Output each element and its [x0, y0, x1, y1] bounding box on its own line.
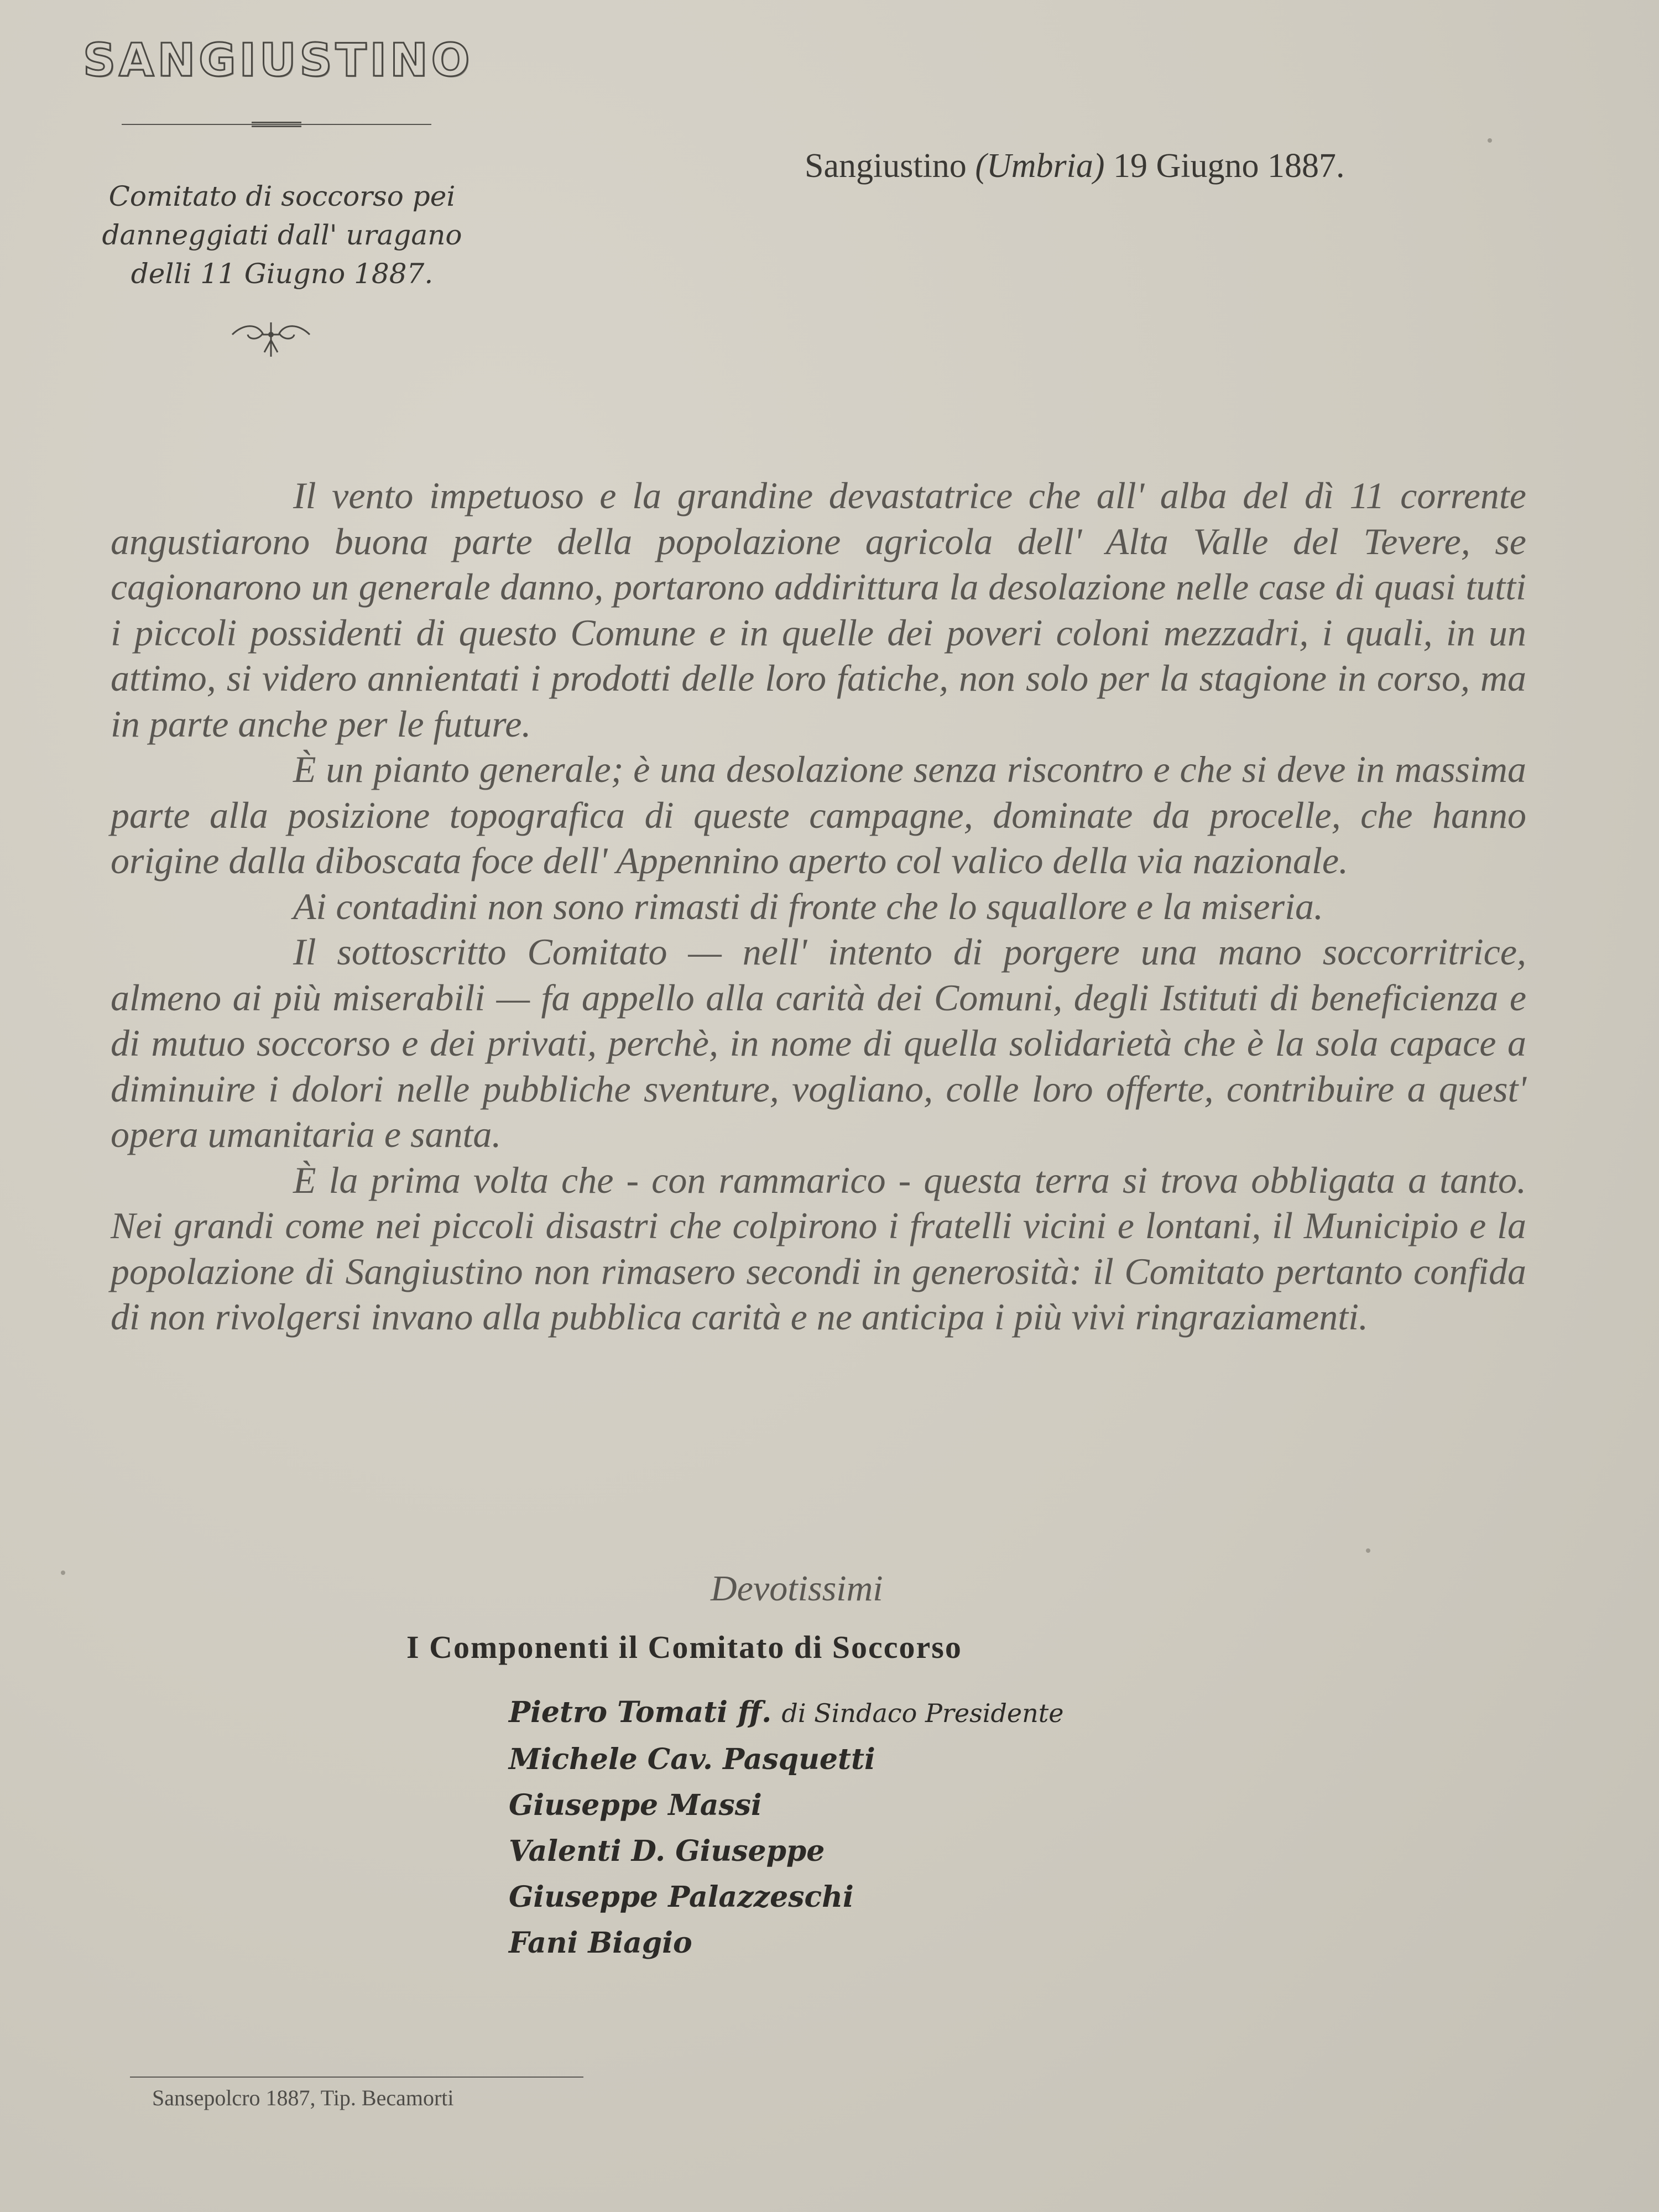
paper-speck: [61, 1571, 65, 1575]
footer-rule: [130, 2077, 583, 2078]
committee-line: delli 11 Giugno 1887.: [131, 258, 434, 290]
printer-imprint: Sansepolcro 1887, Tip. Becamorti: [152, 2085, 454, 2110]
signatory-name: Fani Biagio: [509, 1926, 692, 1960]
appeal-body: [111, 473, 1526, 1340]
signatory: [509, 1828, 1063, 1874]
letterhead: [83, 22, 473, 133]
signatory-name: Giuseppe Massi: [509, 1788, 762, 1822]
committee-line: Comitato di soccorso pei: [108, 180, 456, 212]
signatories-list: [509, 1689, 1063, 1966]
body-paragraph: È la prima volta che - con rammarico - questa terra si trova obbligata a tanto. Nei grandi come nei piccoli disastri che colpirono i fratelli vicini e lontani, il Municipio e la popolazione di Sangiustino non rimasero secondi in generosità: il Comitato pertanto confida di non rivolgersi invano alla pubblica carità e ne anticipa i più vivi ringraziamenti.: [111, 1159, 1526, 1338]
salutation: Devotissimi: [711, 1568, 883, 1609]
signatory: [509, 1736, 1063, 1782]
signatory-name: Michele Cav. Pasquetti: [509, 1743, 875, 1776]
rule-ornament: [252, 122, 301, 127]
dateline: [805, 147, 1345, 186]
body-paragraph: Ai contadini non sono rimasti di fronte che lo squallore e la miseria.: [293, 885, 1323, 927]
signatory: [509, 1782, 1063, 1828]
signatory: [509, 1874, 1063, 1920]
body-paragraph: Il vento impetuoso e la grandine devastatrice che all' alba del dì 11 corrente angustiarono buona parte della popolazione agricola dell' Alta Valle del Tevere, se cagionarono un generale danno, portarono addirittura la desolazione nelle case di quasi tutti i piccoli possidenti di questo Comune e in quelle dei poveri coloni mezzadri, i quali, in un attimo, si videro annientati i prodotti delle loro fatiche, non solo per la stagione in corso, ma in parte anche per le future.: [111, 474, 1526, 745]
town-name: SANGIUSTINO: [83, 34, 473, 87]
dateline-region: (Umbria): [975, 147, 1105, 185]
signatories-heading: I Componenti il Comitato di Soccorso: [406, 1629, 962, 1665]
signatory: [509, 1689, 1063, 1736]
flourish-ornament-icon: [227, 318, 315, 362]
dateline-place: Sangiustino: [805, 147, 967, 185]
body-paragraph: Il sottoscritto Comitato — nell' intento di porgere una mano soccorritrice, almeno ai più miserabili — fa appello alla carità dei Comuni, degli Istituti di beneficienza e di mutuo soccorso e dei privati, perchè, in nome di quella solidarietà che è la sola capace a diminuire i dolori nelle pubbliche sventure, vogliano, colle loro offerte, contribuire a quest' opera umanitaria e santa.: [111, 931, 1526, 1155]
signatory-name: Valenti D. Giuseppe: [509, 1834, 825, 1868]
body-paragraph: È un pianto generale; è una desolazione senza riscontro e che si deve in massima parte alla posizione topografica di queste campagne, dominate da procelle, che hanno origine dalla diboscata foce dell' Appennino aperto col valico della via nazionale.: [111, 748, 1526, 881]
signatory: [509, 1920, 1063, 1966]
paper-speck: [1488, 138, 1492, 143]
signatory-role: di Sindaco Presidente: [781, 1698, 1064, 1728]
signatory-name: Giuseppe Palazzeschi: [509, 1880, 854, 1914]
committee-line: danneggiati dall' uragano: [102, 219, 462, 251]
signatory-name: Pietro Tomati ff.: [509, 1695, 772, 1729]
committee-title: [61, 177, 503, 293]
dateline-date: 19 Giugno 1887.: [1113, 147, 1345, 185]
paper-speck: [1366, 1548, 1370, 1553]
letterhead-rule: [122, 116, 431, 133]
